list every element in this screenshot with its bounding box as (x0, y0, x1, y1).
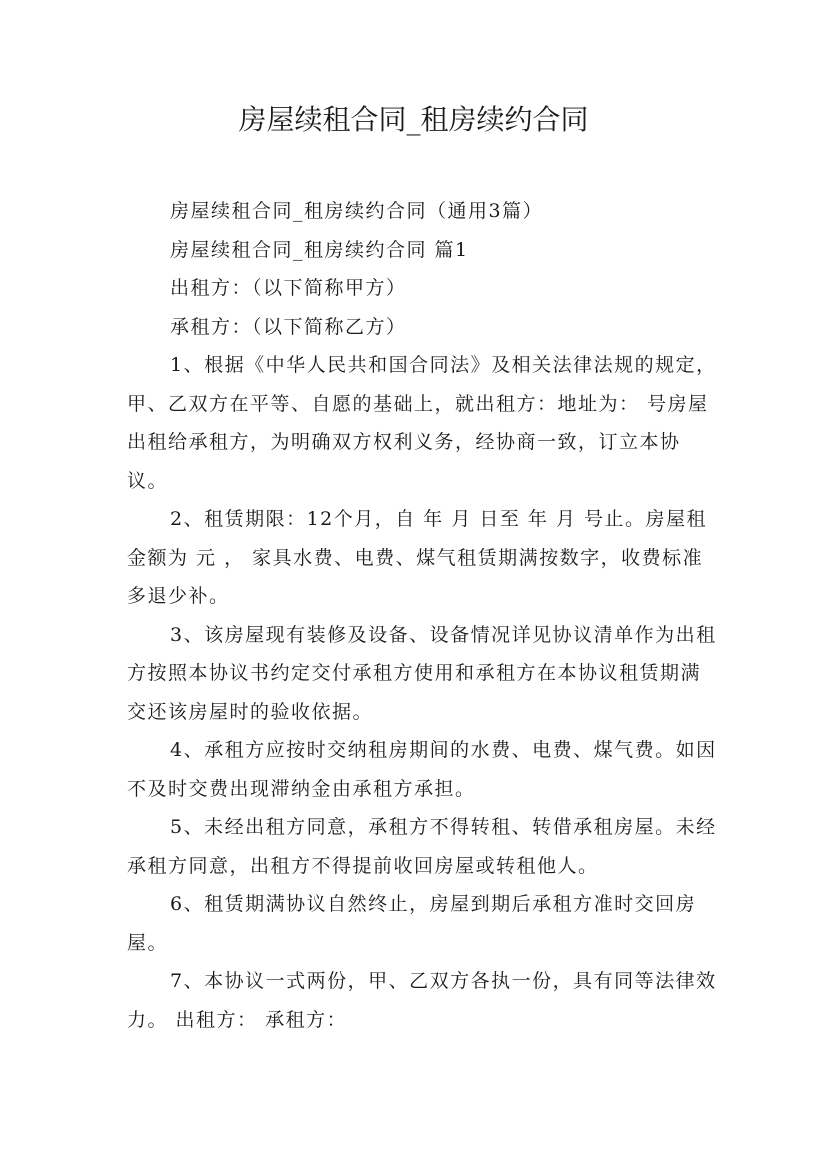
lessor-line: 出租方：（以下简称甲方） (170, 277, 407, 299)
clause-4: 4、承租方应按时交纳租房期间的水费、电费、煤气费。如因不及时交费出现滞纳金由承租方承担。 (127, 739, 717, 800)
clause-5: 5、未经出租方同意，承租方不得转租、转借承租房屋。未经承租方同意，出租方不得提前收回房屋或转租他人。 (127, 816, 717, 877)
clause-6: 6、租赁期满协议自然终止，房屋到期后承租方准时交回房屋。 (127, 893, 697, 954)
lessee-line: 承租方：（以下简称乙方） (170, 315, 407, 338)
section-heading: 房屋续租合同_租房续约合同 篇1 (170, 238, 469, 261)
clause-1: 1、根据《中华人民共和国合同法》及相关法律法规的规定，甲、乙双方在平等、自愿的基础上，就出租方：地址为： 号房屋出租给承租方，为明确双方权利义务，经协商一致，订立本协议。 (127, 354, 717, 492)
subtitle-line: 房屋续租合同_租房续约合同（通用3篇） (170, 200, 544, 222)
document-body (127, 192, 719, 1039)
clause-3: 3、该房屋现有装修及设备、设备情况详见协议清单作为出租方按照本协议书约定交付承租方使用和承租方在本协议租赁期满交还该房屋时的验收依据。 (127, 623, 717, 723)
document-title: 房屋续租合同_租房续约合同 (238, 103, 589, 136)
clause-7: 7、本协议一式两份，甲、乙双方各执一份，具有同等法律效力。 出租方： 承租方： (127, 970, 717, 1031)
clause-2: 2、租赁期限：12个月，自 年 月 日至 年 月 号止。房屋租金额为 元 ， 家具水费、电费、煤气租赁期满按数字，收费标准多退少补。 (127, 508, 708, 607)
